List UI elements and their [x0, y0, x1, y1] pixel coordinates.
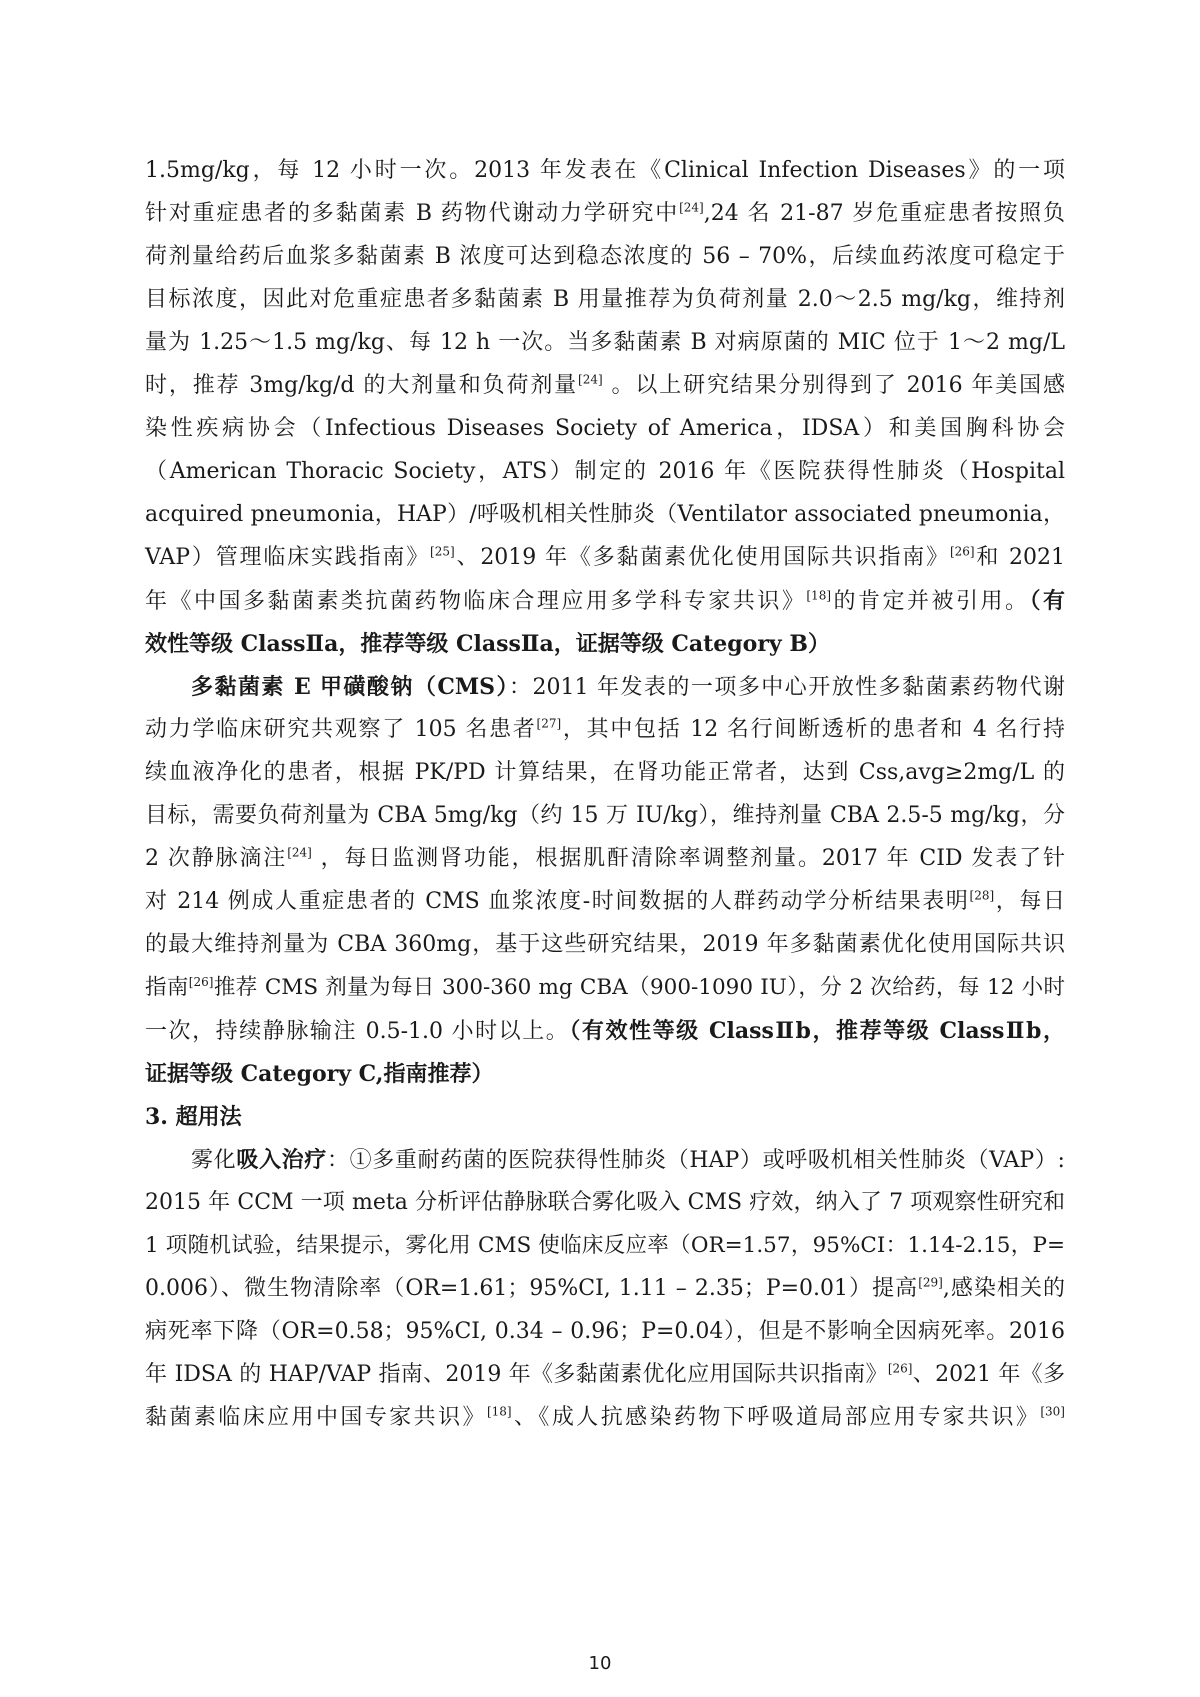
- text-line-1: 1.5mg/kg，每 12 小时一次。2013 年发表在《Clinical Infection Diseases》的一项: [145, 158, 1065, 183]
- text-line-9: acquired pneumonia，HAP）/呼吸机相关性肺炎（Ventilator associated pneumonia，: [145, 502, 1065, 527]
- text-line-25: 2015 年 CCM 一项 meta 分析评估静脉联合雾化吸入 CMS 疗效，纳入了 7 项观察性研究和: [145, 1190, 1065, 1215]
- text-line-26: 1 项随机试验，结果提示，雾化用 CMS 使临床反应率（OR=1.57，95%CI：1.14-2.15，P=: [145, 1233, 1065, 1258]
- text-line-14: 动力学临床研究共观察了 105 名患者[27]，其中包括 12 名行间断透析的患者和 4 名行持: [145, 716, 1066, 742]
- text-line-3: 荷剂量给药后血浆多黏菌素 B 浓度可达到稳态浓度的 56 – 70%，后续血药浓度可稳定于: [145, 244, 1065, 269]
- evidence-grade-line-2: 证据等级 Category C,指南推荐）: [145, 1061, 494, 1087]
- text-line-2: 针对重症患者的多黏菌素 B 药物代谢动力学研究中[24],24 名 21-87 岁危重症患者按照负: [145, 200, 1066, 226]
- nebulization-paragraph-start: 雾化吸入治疗：①多重耐药菌的医院获得性肺炎（HAP）或呼吸机相关性肺炎（VAP）:: [191, 1147, 1065, 1173]
- citation-ref: [24]: [679, 200, 704, 215]
- cms-heading: 多黏菌素 E 甲磺酸钠（CMS）: [191, 674, 510, 700]
- text-line-28: 病死率下降（OR=0.58；95%CI, 0.34 – 0.96；P=0.04），但是不影响全因病死率。2016: [145, 1319, 1065, 1344]
- text-line-5: 量为 1.25～1.5 mg/kg、每 12 h 一次。当多黏菌素 B 对病原菌的 MIC 位于 1～2 mg/L: [145, 330, 1065, 355]
- page-number: 10: [588, 1653, 612, 1674]
- text-line-27: 0.006）、微生物清除率（OR=1.61；95%CI, 1.11 – 2.35；P=0.01）提高[29],感染相关的: [145, 1275, 1065, 1301]
- section-heading-off-label: 3. 超用法: [145, 1104, 242, 1130]
- citation-ref: [26]: [887, 1361, 913, 1376]
- citation-ref: [26]: [188, 974, 214, 989]
- text-line-11: 年《中国多黏菌素类抗菌药物临床合理应用多学科专家共识》[18]的肯定并被引用。（有: [145, 588, 1065, 614]
- text-line-7: 染性疾病协会（Infectious Diseases Society of America，IDSA）和美国胸科协会: [145, 416, 1065, 441]
- evidence-grade-line-1: 效性等级 ClassⅡa，推荐等级 ClassⅡa，证据等级 Category B）: [145, 631, 830, 657]
- citation-ref: [24]: [287, 845, 312, 860]
- citation-ref: [24]: [578, 372, 603, 387]
- text-line-8: （American Thoracic Society，ATS）制定的 2016 年《医院获得性肺炎（Hospital: [145, 459, 1065, 484]
- citation-ref: [26]: [949, 544, 975, 559]
- citation-ref: [29]: [918, 1275, 943, 1290]
- text-line-19: 的最大维持剂量为 CBA 360mg，基于这些研究结果，2019 年多黏菌素优化使用国际共识: [145, 932, 1065, 957]
- cms-paragraph-start: 多黏菌素 E 甲磺酸钠（CMS）：2011 年发表的一项多中心开放性多黏菌素药物代谢: [191, 674, 1066, 700]
- citation-ref: [30]: [1040, 1404, 1065, 1419]
- text-line-30: 黏菌素临床应用中国专家共识》[18]、《成人抗感染药物下呼吸道局部应用专家共识》[30]: [145, 1404, 1065, 1430]
- text-line-18: 对 214 例成人重症患者的 CMS 血浆浓度-时间数据的人群药动学分析结果表明[28]，每日: [145, 888, 1065, 914]
- text-line-15: 续血液净化的患者，根据 PK/PD 计算结果，在肾功能正常者，达到 Css,avg≥2mg/L 的: [145, 760, 1065, 785]
- citation-ref: [18]: [486, 1404, 512, 1419]
- text-line-17: 2 次静脉滴注[24] ，每日监测肾功能，根据肌酐清除率调整剂量。2017 年 CID 发表了针: [145, 845, 1066, 871]
- citation-ref: [25]: [430, 544, 455, 559]
- citation-ref: [18]: [806, 588, 832, 603]
- text-line-16: 目标，需要负荷剂量为 CBA 5mg/kg（约 15 万 IU/kg），维持剂量 CBA 2.5-5 mg/kg，分: [145, 803, 1065, 828]
- citation-ref: [27]: [536, 716, 562, 731]
- text-line-21: 一次，持续静脉输注 0.5-1.0 小时以上。（有效性等级 ClassⅡb，推荐等级 ClassⅡb，: [145, 1018, 1065, 1044]
- text-line-20: 指南[26]推荐 CMS 剂量为每日 300-360 mg CBA（900-1090 IU），分 2 次给药，每 12 小时: [145, 974, 1065, 1000]
- citation-ref: [28]: [969, 888, 995, 903]
- text-line-10: VAP）管理临床实践指南》[25]、2019 年《多黏菌素优化使用国际共识指南》[26]和 2021: [145, 544, 1066, 570]
- text-line-29: 年 IDSA 的 HAP/VAP 指南、2019 年《多黏菌素优化应用国际共识指南》[26]、2021 年《多: [145, 1361, 1065, 1387]
- text-line-4: 目标浓度，因此对危重症患者多黏菌素 B 用量推荐为负荷剂量 2.0～2.5 mg/kg，维持剂: [145, 287, 1065, 312]
- text-line-6: 时，推荐 3mg/kg/d 的大剂量和负荷剂量[24] 。以上研究结果分别得到了 2016 年美国感: [145, 372, 1065, 398]
